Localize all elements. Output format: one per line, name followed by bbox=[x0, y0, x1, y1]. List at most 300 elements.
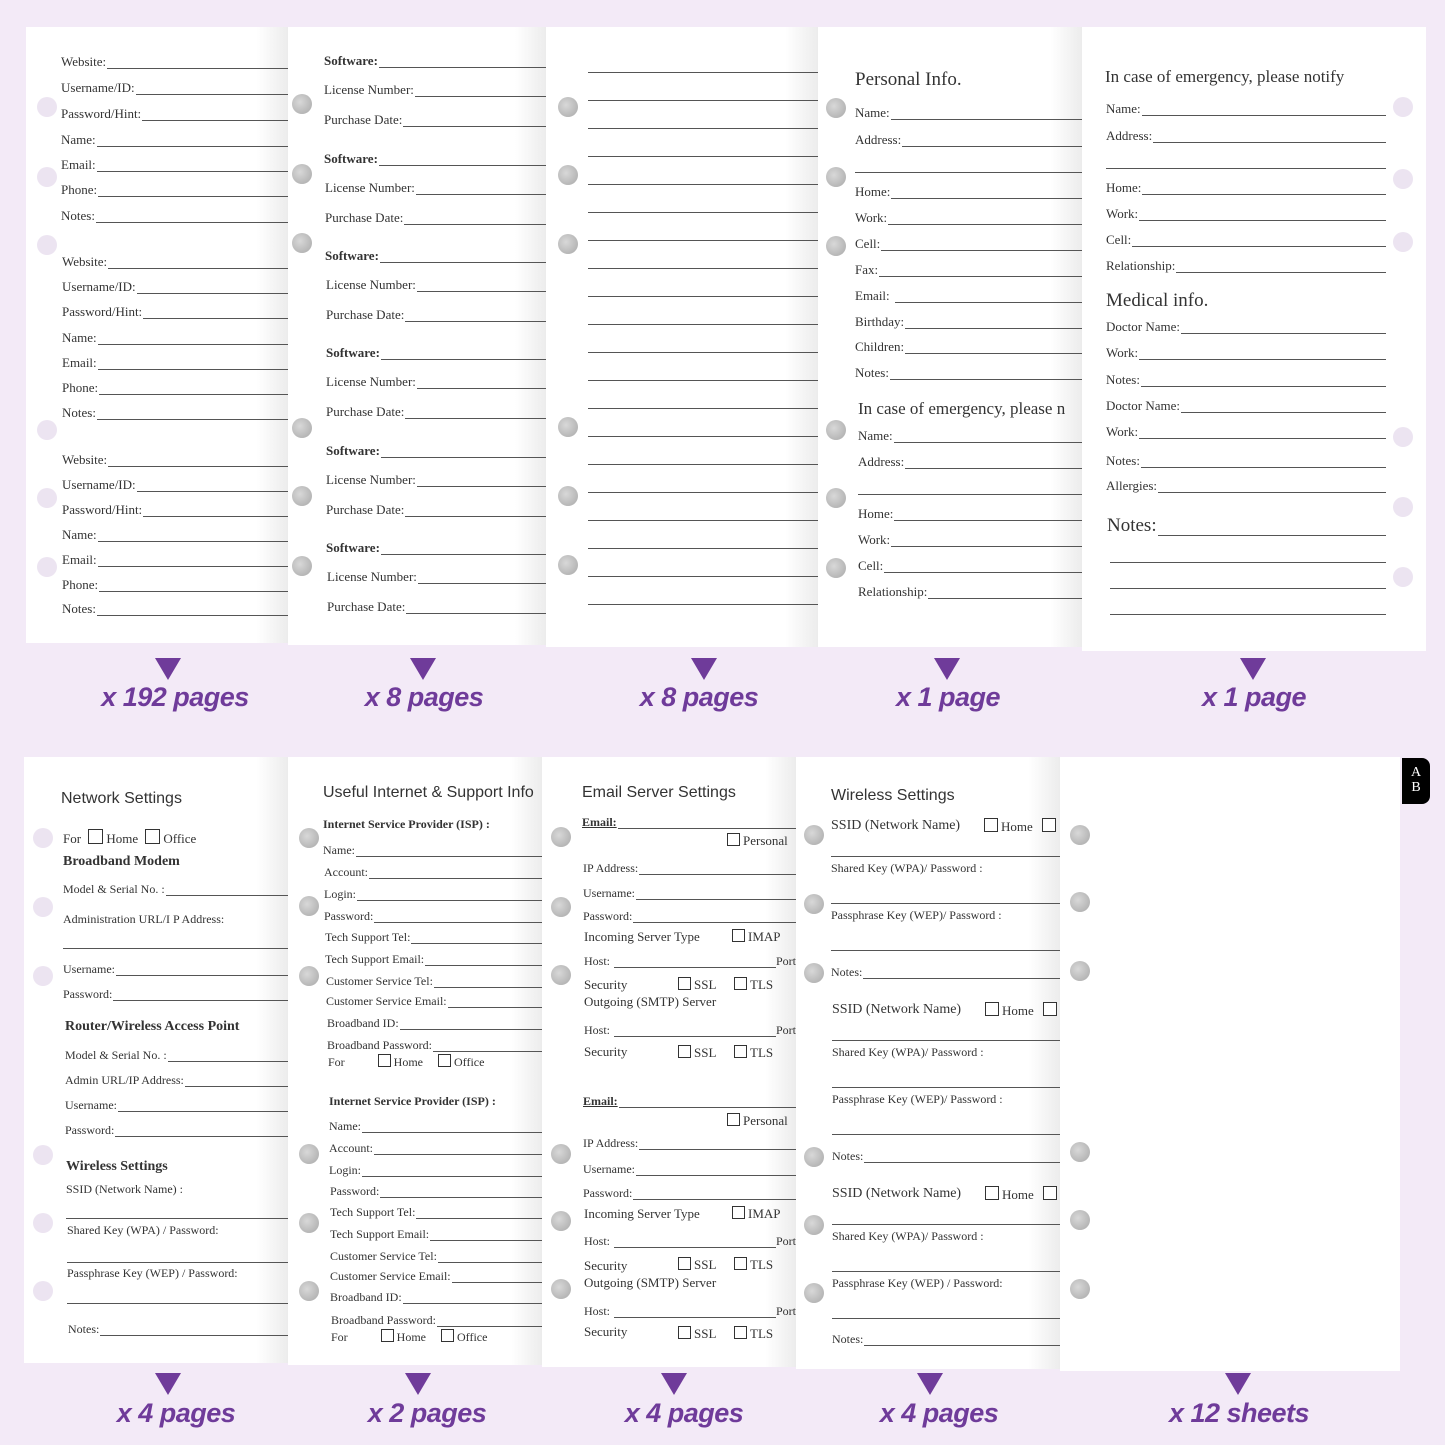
write-line bbox=[381, 447, 546, 458]
write-line bbox=[1181, 323, 1386, 334]
field-label: Customer Service Tel: bbox=[326, 974, 433, 988]
punch-hole bbox=[551, 965, 571, 985]
field-label: Password: bbox=[63, 987, 113, 1001]
home-checkbox[interactable] bbox=[985, 1002, 999, 1016]
write-line bbox=[905, 458, 1082, 469]
write-line bbox=[905, 318, 1082, 329]
field-label: Home: bbox=[858, 506, 894, 521]
field-label: Broadband ID: bbox=[327, 1016, 399, 1030]
field-label: Account: bbox=[324, 865, 368, 879]
punch-hole bbox=[37, 488, 57, 508]
write-line bbox=[588, 548, 818, 549]
field-label: Admin URL/IP Address: bbox=[65, 1073, 184, 1087]
checkbox-label: Office bbox=[454, 1055, 485, 1069]
office-checkbox[interactable] bbox=[438, 1054, 451, 1067]
password-log-page bbox=[26, 27, 288, 643]
write-line bbox=[588, 436, 818, 437]
page-count-label: x 2 pages bbox=[367, 1398, 487, 1428]
down-arrow-icon bbox=[155, 1373, 181, 1395]
punch-hole bbox=[33, 897, 53, 917]
punch-hole bbox=[1393, 232, 1413, 252]
punch-hole bbox=[826, 167, 846, 187]
office-checkbox[interactable] bbox=[441, 1329, 454, 1342]
port-label: Port bbox=[775, 1023, 796, 1037]
field-label: Work: bbox=[855, 210, 888, 225]
punch-hole bbox=[1070, 961, 1090, 981]
write-line bbox=[832, 1040, 1060, 1041]
write-line bbox=[1141, 376, 1386, 387]
field-label: Password/Hint: bbox=[61, 106, 142, 121]
write-line bbox=[884, 562, 1082, 573]
field-label: Name: bbox=[62, 527, 97, 542]
field-label: License Number: bbox=[327, 569, 417, 584]
office-checkbox[interactable] bbox=[145, 829, 160, 844]
field-label: Passphrase Key (WEP) / Password: bbox=[832, 1276, 1003, 1290]
field-label: Phone: bbox=[62, 380, 99, 395]
blank-sheet-page bbox=[1060, 757, 1400, 1371]
punch-hole bbox=[558, 97, 578, 117]
write-line bbox=[588, 520, 818, 521]
write-line bbox=[864, 1152, 1060, 1163]
imap-checkbox[interactable] bbox=[732, 929, 745, 942]
field-label: Name: bbox=[62, 330, 97, 345]
write-line bbox=[588, 464, 818, 465]
write-line bbox=[588, 576, 818, 577]
section-title: Internet Service Provider (ISP) : bbox=[329, 1094, 496, 1108]
field-label: Tech Support Email: bbox=[325, 952, 425, 966]
punch-hole bbox=[1070, 1142, 1090, 1162]
write-line bbox=[1181, 402, 1386, 413]
ssl-checkbox[interactable] bbox=[678, 1045, 691, 1058]
write-line bbox=[430, 1230, 542, 1241]
ssl-checkbox[interactable] bbox=[678, 1326, 691, 1339]
field-label: Doctor Name: bbox=[1106, 319, 1181, 334]
down-arrow-icon bbox=[1240, 658, 1266, 680]
checkbox-label: Office bbox=[163, 831, 197, 846]
write-line bbox=[879, 266, 1082, 277]
field-label: Allergies: bbox=[1106, 478, 1158, 493]
field-label: Incoming Server Type bbox=[584, 1206, 700, 1221]
write-line bbox=[588, 352, 818, 353]
write-line bbox=[636, 1165, 796, 1176]
field-label: Software: bbox=[326, 345, 380, 360]
write-line bbox=[166, 885, 288, 896]
field-label: Customer Service Email: bbox=[326, 994, 447, 1008]
page-count-label: x 1 page bbox=[1201, 682, 1307, 712]
field-label: Password: bbox=[583, 1186, 633, 1200]
write-line bbox=[588, 100, 818, 101]
write-line bbox=[588, 408, 818, 409]
field-label: Password: bbox=[330, 1184, 380, 1198]
punch-hole bbox=[299, 1144, 319, 1164]
checkbox-label: Home bbox=[1002, 1003, 1034, 1018]
punch-hole bbox=[804, 825, 824, 845]
write-line bbox=[99, 581, 288, 592]
write-line bbox=[639, 864, 796, 875]
checkbox-label: Office bbox=[457, 1330, 488, 1344]
write-line bbox=[369, 868, 542, 879]
field-label: Shared Key (WPA)/ Password : bbox=[831, 861, 983, 875]
write-line bbox=[107, 58, 288, 69]
field-label: Home: bbox=[855, 184, 891, 199]
write-line bbox=[614, 1307, 776, 1318]
field-label: Software: bbox=[326, 443, 380, 458]
field-label: Username: bbox=[65, 1098, 117, 1112]
field-label: Website: bbox=[61, 54, 107, 69]
write-line bbox=[639, 1139, 796, 1150]
field-label: Notes: bbox=[68, 1322, 100, 1336]
field-label: Phone: bbox=[62, 577, 99, 592]
checkbox-label: IMAP bbox=[748, 1206, 781, 1221]
write-line bbox=[381, 349, 546, 360]
checkbox-label: SSL bbox=[694, 1045, 717, 1060]
down-arrow-icon bbox=[917, 1373, 943, 1395]
tls-checkbox[interactable] bbox=[734, 977, 747, 990]
office-checkbox[interactable] bbox=[1042, 818, 1056, 832]
section-title: Email Server Settings bbox=[582, 784, 736, 801]
section-title: Wireless Settings bbox=[66, 1159, 168, 1174]
field-label: Tech Support Email: bbox=[330, 1227, 430, 1241]
field-label: Username/ID: bbox=[61, 80, 135, 95]
field-label: Email: bbox=[61, 157, 96, 172]
field-label: Notes: bbox=[61, 208, 95, 223]
write-line bbox=[633, 1189, 796, 1200]
write-line bbox=[895, 292, 1082, 303]
field-label: Username/ID: bbox=[62, 477, 136, 492]
checkbox-label: SSL bbox=[694, 1326, 717, 1341]
checkbox-label: IMAP bbox=[748, 929, 781, 944]
section-title: Network Settings bbox=[61, 790, 182, 807]
index-tab bbox=[1402, 758, 1430, 804]
write-line bbox=[858, 494, 1082, 495]
field-label: Cell: bbox=[855, 236, 881, 251]
write-line bbox=[832, 1134, 1060, 1135]
field-label: Purchase Date: bbox=[326, 502, 405, 517]
page-count-label: x 12 sheets bbox=[1168, 1398, 1310, 1428]
home-checkbox[interactable] bbox=[381, 1329, 394, 1342]
write-line bbox=[136, 84, 288, 95]
write-line bbox=[415, 86, 546, 97]
field-label: Children: bbox=[855, 339, 905, 354]
field-label: Tech Support Tel: bbox=[330, 1205, 416, 1219]
ssl-checkbox[interactable] bbox=[678, 1257, 691, 1270]
field-label: Broadband Password: bbox=[331, 1313, 436, 1327]
write-line bbox=[448, 997, 542, 1008]
write-line bbox=[894, 510, 1082, 521]
field-label: Software: bbox=[326, 540, 380, 555]
write-line bbox=[1142, 105, 1386, 116]
checkbox-label: SSL bbox=[694, 1257, 717, 1272]
write-line bbox=[1158, 482, 1386, 493]
write-line bbox=[356, 846, 542, 857]
field-label: Fax: bbox=[855, 262, 879, 277]
write-line bbox=[928, 588, 1082, 599]
write-line bbox=[417, 476, 546, 487]
write-line bbox=[143, 308, 288, 319]
checkbox-label: Home bbox=[106, 831, 139, 846]
write-line bbox=[636, 889, 796, 900]
write-line bbox=[1110, 562, 1386, 563]
punch-hole bbox=[292, 164, 312, 184]
field-label: Outgoing (SMTP) Server bbox=[584, 994, 717, 1009]
punch-hole bbox=[33, 828, 53, 848]
field-label: Model & Serial No. : bbox=[63, 882, 165, 896]
home-checkbox[interactable] bbox=[984, 818, 998, 832]
write-line bbox=[116, 965, 288, 976]
checkbox-label: TLS bbox=[750, 1257, 774, 1272]
write-line bbox=[452, 1272, 542, 1283]
field-label: Username: bbox=[583, 1162, 635, 1176]
punch-hole bbox=[826, 488, 846, 508]
checkbox-label: Home bbox=[1002, 1187, 1034, 1202]
field-label: Account: bbox=[329, 1141, 373, 1155]
write-line bbox=[97, 161, 288, 172]
write-line bbox=[1110, 614, 1386, 615]
punch-hole bbox=[1393, 97, 1413, 117]
write-line bbox=[416, 184, 546, 195]
tls-checkbox[interactable] bbox=[734, 1257, 747, 1270]
field-label: Name: bbox=[855, 105, 890, 120]
field-label: SSID (Network Name) bbox=[831, 818, 961, 833]
write-line bbox=[588, 324, 818, 325]
punch-hole bbox=[558, 417, 578, 437]
field-label: Email: bbox=[855, 288, 890, 303]
punch-hole bbox=[551, 827, 571, 847]
field-label: Customer Service Tel: bbox=[330, 1249, 437, 1263]
page-count-label: x 1 page bbox=[895, 682, 1001, 712]
field-label: Address: bbox=[858, 454, 905, 469]
field-label: Notes: bbox=[855, 365, 889, 380]
field-label: Purchase Date: bbox=[327, 599, 406, 614]
write-line bbox=[405, 408, 546, 419]
personal-checkbox[interactable] bbox=[727, 833, 740, 846]
field-label: License Number: bbox=[326, 374, 416, 389]
write-line bbox=[379, 155, 546, 166]
page-count-label: x 4 pages bbox=[879, 1398, 999, 1428]
field-label: Security bbox=[584, 1324, 628, 1339]
write-line bbox=[98, 334, 288, 345]
tls-checkbox[interactable] bbox=[734, 1326, 747, 1339]
punch-hole bbox=[1070, 825, 1090, 845]
tls-checkbox[interactable] bbox=[734, 1045, 747, 1058]
write-line bbox=[855, 172, 1082, 173]
write-line bbox=[63, 948, 288, 949]
write-line bbox=[633, 912, 796, 923]
punch-hole bbox=[1393, 169, 1413, 189]
field-label: Email: bbox=[62, 552, 97, 567]
home-checkbox[interactable] bbox=[985, 1186, 999, 1200]
write-line bbox=[98, 531, 288, 542]
field-label: Notes: bbox=[1106, 372, 1140, 387]
field-label: Host: bbox=[584, 1023, 611, 1037]
punch-hole bbox=[826, 420, 846, 440]
section-title: Medical info. bbox=[1106, 290, 1209, 311]
write-line bbox=[113, 990, 288, 1001]
write-line bbox=[67, 1262, 288, 1263]
home-checkbox[interactable] bbox=[88, 829, 103, 844]
write-line bbox=[99, 384, 288, 395]
network-settings-page bbox=[24, 757, 288, 1363]
punch-hole bbox=[804, 963, 824, 983]
field-label: Email: bbox=[62, 355, 97, 370]
field-label: Name: bbox=[323, 843, 355, 857]
checkbox-label: Home bbox=[393, 1055, 423, 1069]
office-checkbox[interactable] bbox=[1043, 1002, 1057, 1016]
field-label: Shared Key (WPA)/ Password : bbox=[832, 1229, 984, 1243]
down-arrow-icon bbox=[405, 1373, 431, 1395]
field-label: Notes: bbox=[1106, 453, 1140, 468]
punch-hole bbox=[292, 556, 312, 576]
field-label: Notes: bbox=[831, 965, 863, 979]
section-title: Useful Internet & Support Info bbox=[323, 784, 534, 801]
field-label: Password: bbox=[324, 909, 374, 923]
field-label: Incoming Server Type bbox=[584, 929, 700, 944]
field-label: Customer Service Email: bbox=[330, 1269, 451, 1283]
port-label: Port bbox=[775, 954, 796, 968]
wireless-settings-page bbox=[796, 757, 1060, 1369]
write-line bbox=[618, 818, 796, 829]
punch-hole bbox=[37, 420, 57, 440]
page-count-label: x 8 pages bbox=[364, 682, 484, 712]
field-label: Password: bbox=[583, 909, 633, 923]
page-count-label: x 192 pages bbox=[101, 682, 249, 712]
page-count-label: x 4 pages bbox=[624, 1398, 744, 1428]
punch-hole bbox=[804, 1283, 824, 1303]
field-label: Tech Support Tel: bbox=[325, 930, 411, 944]
write-line bbox=[380, 252, 546, 263]
personal-checkbox[interactable] bbox=[727, 1113, 740, 1126]
field-label: IP Address: bbox=[583, 861, 639, 875]
field-label: SSID (Network Name) : bbox=[66, 1182, 183, 1196]
write-line bbox=[418, 573, 546, 584]
write-line bbox=[863, 968, 1060, 979]
field-label: Broadband ID: bbox=[330, 1290, 402, 1304]
write-line bbox=[405, 506, 546, 517]
write-line bbox=[905, 343, 1082, 354]
write-line bbox=[588, 492, 818, 493]
field-label: Address: bbox=[855, 132, 902, 147]
punch-hole bbox=[33, 1213, 53, 1233]
field-label: Doctor Name: bbox=[1106, 398, 1181, 413]
write-line bbox=[891, 109, 1082, 120]
punch-hole bbox=[299, 966, 319, 986]
field-label: Shared Key (WPA)/ Password : bbox=[832, 1045, 984, 1059]
field-label: Relationship: bbox=[858, 584, 928, 599]
field-label: Host: bbox=[584, 954, 611, 968]
field-label: Security bbox=[584, 1044, 628, 1059]
write-line bbox=[1141, 457, 1386, 468]
write-line bbox=[168, 1051, 288, 1062]
punch-hole bbox=[37, 167, 57, 187]
field-label: Username/ID: bbox=[62, 279, 136, 294]
field-label: Software: bbox=[324, 53, 378, 68]
write-line bbox=[902, 136, 1082, 147]
write-line bbox=[832, 1087, 1060, 1088]
write-line bbox=[417, 378, 546, 389]
write-line bbox=[108, 258, 288, 269]
write-line bbox=[588, 72, 818, 73]
write-line bbox=[66, 1218, 288, 1219]
imap-checkbox[interactable] bbox=[732, 1206, 745, 1219]
section-title: Personal Info. bbox=[855, 69, 962, 90]
field-label: Security bbox=[584, 977, 628, 992]
section-title: Broadband Modem bbox=[63, 854, 180, 869]
punch-hole bbox=[299, 1213, 319, 1233]
punch-hole bbox=[804, 1147, 824, 1167]
write-line bbox=[137, 481, 288, 492]
write-line bbox=[1139, 428, 1386, 439]
write-line bbox=[406, 603, 546, 614]
punch-hole bbox=[826, 236, 846, 256]
punch-hole bbox=[299, 1281, 319, 1301]
ssl-checkbox[interactable] bbox=[678, 977, 691, 990]
port-label: Port bbox=[775, 1234, 796, 1248]
punch-hole bbox=[1070, 1210, 1090, 1230]
checkbox-label: TLS bbox=[750, 1326, 774, 1341]
write-line bbox=[588, 212, 818, 213]
field-label: License Number: bbox=[325, 180, 415, 195]
field-label: Administration URL/I P Address: bbox=[63, 912, 225, 926]
field-label: Work: bbox=[858, 532, 891, 547]
punch-hole bbox=[292, 233, 312, 253]
punch-hole bbox=[37, 235, 57, 255]
tab-letter-a: A bbox=[1410, 765, 1422, 780]
punch-hole bbox=[299, 896, 319, 916]
checkbox-label: Home bbox=[1001, 819, 1033, 834]
write-line bbox=[362, 1166, 542, 1177]
punch-hole bbox=[558, 165, 578, 185]
write-line bbox=[588, 268, 818, 269]
write-line bbox=[97, 409, 288, 420]
software-license-page bbox=[288, 27, 546, 645]
write-line bbox=[890, 369, 1082, 380]
write-line bbox=[588, 156, 818, 157]
field-label: For bbox=[63, 831, 82, 846]
write-line bbox=[831, 856, 1060, 857]
notes-heading: Notes: bbox=[1107, 515, 1157, 536]
emergency-medical-page bbox=[1082, 27, 1426, 651]
write-line bbox=[98, 556, 288, 567]
write-line bbox=[1110, 588, 1386, 589]
home-checkbox[interactable] bbox=[378, 1054, 391, 1067]
write-line bbox=[588, 604, 818, 605]
punch-hole bbox=[558, 486, 578, 506]
section-title: Wireless Settings bbox=[831, 787, 955, 804]
office-checkbox[interactable] bbox=[1043, 1186, 1057, 1200]
field-label: Host: bbox=[584, 1304, 611, 1318]
write-line bbox=[888, 214, 1082, 225]
punch-hole bbox=[1070, 1279, 1090, 1299]
field-label: Home: bbox=[1106, 180, 1142, 195]
write-line bbox=[588, 128, 818, 129]
write-line bbox=[832, 1271, 1060, 1272]
write-line bbox=[405, 311, 546, 322]
write-line bbox=[185, 1076, 288, 1087]
write-line bbox=[832, 1224, 1060, 1225]
write-line bbox=[137, 283, 288, 294]
field-label: Login: bbox=[324, 887, 356, 901]
field-label: Outgoing (SMTP) Server bbox=[584, 1275, 717, 1290]
checkbox-label: TLS bbox=[750, 1045, 774, 1060]
write-line bbox=[400, 1019, 542, 1030]
field-label: SSID (Network Name) bbox=[832, 1002, 962, 1017]
write-line bbox=[1132, 236, 1386, 247]
punch-hole bbox=[558, 555, 578, 575]
field-label: For bbox=[328, 1055, 345, 1069]
punch-hole bbox=[804, 894, 824, 914]
down-arrow-icon bbox=[1225, 1373, 1251, 1395]
write-line bbox=[404, 214, 546, 225]
